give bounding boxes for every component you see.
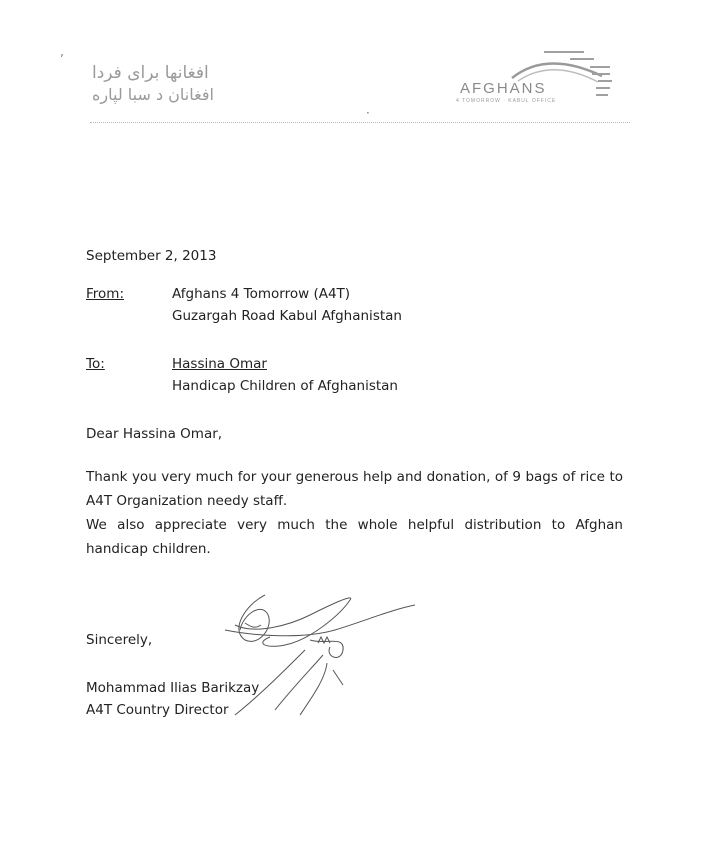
letter-body-paragraph-1 [86,465,623,513]
from-label: From: [86,286,124,302]
from-address: Guzargah Road Kabul Afghanistan [172,308,402,324]
salutation: Dear Hassina Omar, [86,426,223,442]
handwritten-signature [215,585,425,720]
signer-title: A4T Country Director [86,702,229,718]
letterhead-arabic-line-1: افغانها برای فردا [92,63,209,83]
logo-subtext: 4 TOMORROW · KABUL OFFICE [456,98,557,104]
letterhead-arabic-line-2: افغانان د سبا لپاره [92,85,214,104]
scan-mark: · [366,106,370,120]
logo-wordmark: AFGHANS [460,80,547,97]
letterhead-arabic [92,62,332,106]
body-line: A4T Organization needy staff. [86,493,288,509]
signer-name: Mohammad Ilias Barikzay [86,680,260,696]
to-recipient-name: Hassina Omar [172,356,267,372]
from-organization: Afghans 4 Tomorrow (A4T) [172,286,351,302]
body-line: Thank you very much for your generous help and donation, of 9 bags of rice to [86,469,623,485]
body-line: handicap children. [86,541,211,557]
closing: Sincerely, [86,632,153,648]
letter-body-paragraph-2 [86,513,623,561]
letterhead-divider [90,122,630,123]
to-recipient-organization: Handicap Children of Afghanistan [172,378,398,394]
body-line: We also appreciate very much the whole helpful distribution to Afghan [86,517,623,533]
to-label: To: [86,356,105,372]
scan-mark: ʼ [60,52,64,66]
letter-date: September 2, 2013 [86,248,217,264]
